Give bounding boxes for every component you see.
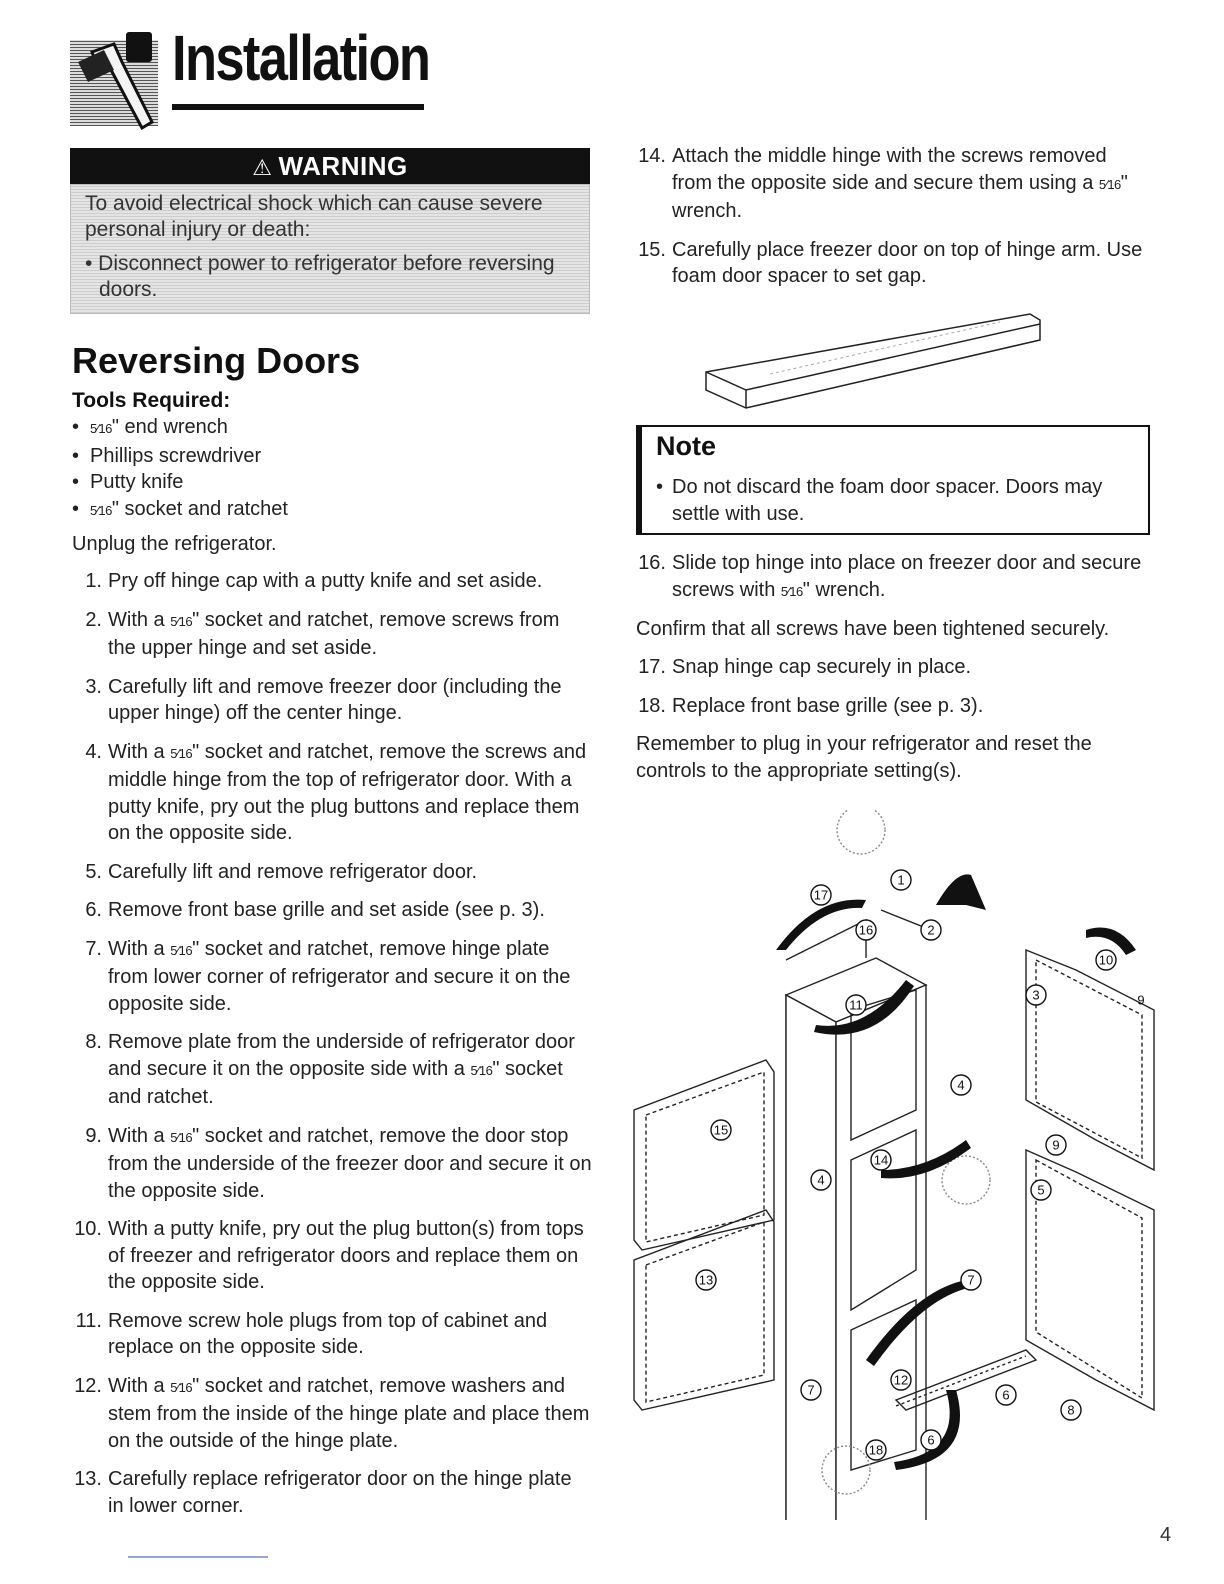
warning-title: WARNING [278, 151, 408, 181]
warning-header [70, 148, 590, 184]
warning-triangle-icon: ⚠ [252, 155, 273, 180]
diagram-callout: 9 [1137, 992, 1145, 1008]
step-item: 13. Carefully replace refrigerator door on the hinge plate in lower corner. [74, 1468, 572, 1517]
diagram-callout: 9 [1052, 1137, 1060, 1153]
step-item: 17. Snap hinge cap securely in place. [638, 656, 972, 678]
warning-body [70, 184, 590, 314]
step-item: 12. With a 5⁄16" socket and ratchet, remove washers and stem from the inside of the hinge plate and place them on the outside of the hinge plate. [74, 1374, 590, 1452]
step-item: 8. Remove plate from the underside of refrigerator door and secure it on the opposite side with a 5⁄16" socket and ratchet. [85, 1031, 575, 1108]
diagram-callout: 12 [893, 1372, 909, 1388]
diagram-callout: 4 [817, 1172, 825, 1188]
step-item: 16. Slide top hinge into place on freezer door and secure screws with 5⁄16" wrench. [638, 552, 1142, 601]
step-item: 18. Replace front base grille (see p. 3). [638, 694, 984, 717]
step-item: 5. Carefully lift and remove refrigerator door. [85, 860, 478, 883]
diagram-callout: 13 [698, 1272, 714, 1288]
steps-list-left [72, 568, 592, 1531]
diagram-callout: 6 [927, 1432, 935, 1448]
step-item: 6. Remove front base grille and set aside (see p. 3). [85, 899, 545, 921]
diagram-callout: 6 [1002, 1387, 1010, 1403]
intro-text: Unplug the refrigerator. [72, 533, 277, 555]
diagram-callout: 1 [897, 872, 905, 888]
diagram-callout: 4 [957, 1077, 965, 1093]
step-item: 1. Pry off hinge cap with a putty knife and set aside. [85, 570, 543, 592]
title-underline [172, 104, 424, 110]
steps-list-right-mid [636, 550, 1146, 617]
diagram-callout: 7 [967, 1272, 975, 1288]
steps-list-right-bottom [636, 654, 1146, 731]
confirm-text: Confirm that all screws have been tightened securely. [636, 618, 1110, 640]
note-title: Note [656, 431, 716, 461]
step-item: 3. Carefully lift and remove freezer door (including the upper hinge) off the center hinge. [85, 675, 562, 724]
step-item: 7. With a 5⁄16" socket and ratchet, remove hinge plate from lower corner of refrigerator and secure it on the opposite side. [85, 937, 571, 1015]
step-item: 14. Attach the middle hinge with the screws removed from the opposite side and secure them using a 5⁄16" wrench. [638, 145, 1128, 222]
warning-bullet: • Disconnect power to refrigerator before reversing doors. [85, 252, 555, 301]
warning-box [70, 148, 590, 314]
refrigerator-exploded-diagram [626, 810, 1166, 1520]
installation-icon [70, 32, 166, 130]
diagram-callout: 8 [1067, 1402, 1075, 1418]
tool-item: • 5⁄16" socket and ratchet [72, 496, 288, 525]
diagram-callout: 3 [1032, 987, 1040, 1003]
diagram-callout: 11 [849, 997, 863, 1013]
warning-text: To avoid electrical shock which can cause severe personal injury or death: [85, 192, 543, 241]
page-number: 4 [1160, 1524, 1172, 1546]
diagram-callout: 10 [1098, 952, 1114, 968]
step-item: 10. With a putty knife, pry out the plug button(s) from tops of freezer and refrigerator doors and replace them on the opposite side. [74, 1218, 584, 1293]
diagram-callout: 17 [813, 887, 829, 903]
remember-text: Remember to plug in your refrigerator and reset the controls to the appropriate setting(s). [636, 733, 1092, 782]
foam-spacer-illustration [700, 300, 1050, 418]
step-item: 11. Remove screw hole plugs from top of cabinet and replace on the opposite side. [75, 1309, 548, 1358]
diagram-callout: 14 [873, 1152, 889, 1168]
diagram-callout: 2 [927, 922, 935, 938]
tools-list [72, 414, 288, 524]
steps-list-right-top [636, 143, 1146, 302]
step-item: 4. With a 5⁄16" socket and ratchet, remove the screws and middle hinge from the top of refrigerator door. With a putty knife, pry out the plug buttons and replace them on the opposite side. [85, 740, 587, 844]
tool-item: • 5⁄16" end wrench [72, 414, 288, 443]
section-title: Reversing Doors [72, 340, 361, 381]
step-item: 9. With a 5⁄16" socket and ratchet, remove the door stop from the underside of the freezer door and secure it on the opposite side. [85, 1124, 592, 1202]
diagram-callout: 7 [807, 1382, 815, 1398]
note-text: • Do not discard the foam door spacer. Doors may settle with use. [656, 474, 1134, 527]
page-title: Installation [172, 22, 430, 94]
tool-item: • Putty knife [72, 469, 288, 496]
footer-rule [128, 1556, 268, 1558]
diagram-callout: 18 [868, 1442, 884, 1458]
step-item: 2. With a 5⁄16" socket and ratchet, remove screws from the upper hinge and set aside. [85, 608, 560, 659]
tool-item: • Phillips screwdriver [72, 443, 288, 470]
step-item: 15. Carefully place freezer door on top of hinge arm. Use foam door spacer to set gap. [638, 238, 1143, 287]
note-box [636, 425, 1150, 535]
diagram-callout: 15 [713, 1122, 729, 1138]
diagram-callout: 16 [858, 922, 874, 938]
diagram-callout: 5 [1037, 1182, 1045, 1198]
tools-heading: Tools Required: [72, 389, 231, 412]
